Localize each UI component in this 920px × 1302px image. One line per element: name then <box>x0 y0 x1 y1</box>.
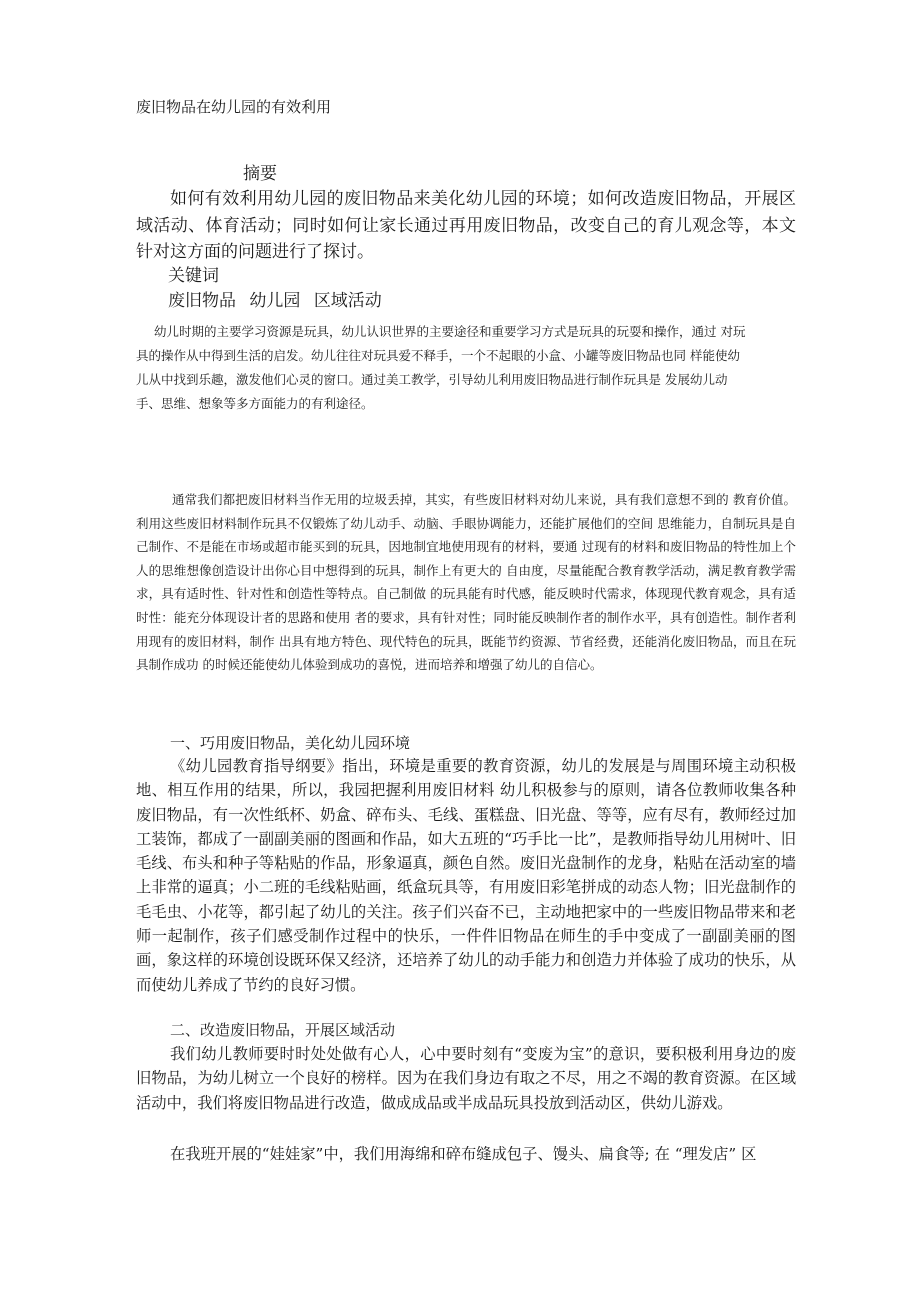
keywords-heading: 关键词 <box>168 266 219 286</box>
abstract-heading: 摘要 <box>243 164 277 184</box>
intro-paragraph <box>136 320 792 416</box>
keyword-item: 区域活动 <box>313 291 382 311</box>
section-1-heading: 一、巧用废旧物品，美化幼儿园环境 <box>170 734 411 752</box>
body-paragraph-materials: 通常我们都把废旧材料当作无用的垃圾丢掉，其实，有些废旧材料对幼儿来说，具有我们意想不到的 教育价值。利用这些废旧材料制作玩具不仅锻炼了幼儿动手、动脑、手眼协调能力，还能扩展他们的空间 思维能力，自制玩具是自己制作、不是能在市场或超市能买到的玩具，因地制宜地使用现有的材料，要通 过现有的材料和废旧物品的特性加上个人的思维想像创造设计出你心目中想得到的玩具，制作上有更大的 自由度，尽量能配合教育教学活动，满足教育教学需求，具有适时性、针对性和创造性等特点。自己制做 的玩具能有时代感，能反映时代需求，体现现代教育观念，具有适时性：能充分体现设计者的思路和使用 者的要求，具有针对性；同时能反映制作者的制作水平，具有创造性。制作者利用现有的废旧材料，制作 出具有地方特色、现代特色的玩具，既能节约资源、节省经费，还能消化废旧物品，而且在玩具制作成功 的时候还能使幼儿体验到成功的喜悦，进而培养和增强了幼儿的自信心。 <box>136 492 796 673</box>
keyword-item: 幼儿园 <box>249 291 301 311</box>
intro-line: 儿从中找到乐趣，激发他们心灵的窗口。通过美工教学，引导幼儿利用废旧物品进行制作玩具是 发展幼儿动 <box>136 372 728 387</box>
section-2-heading: 二、改造废旧物品，开展区域活动 <box>170 1021 396 1039</box>
intro-line: 手、思维、想象等多方面能力的有利途径。 <box>136 396 374 411</box>
document-title: 废旧物品在幼儿园的有效利用 <box>136 98 332 116</box>
section-2-body: 我们幼儿教师要时时处处做有心人，心中要时刻有“变废为宝”的意识，要积极利用身边的废旧物品，为幼儿树立一个良好的榜样。因为在我们身边有取之不尽，用之不竭的教育资源。在区域活动中，我们将废旧物品进行改造，做成成品或半成品玩具投放到活动区，供幼儿游戏。 <box>136 1045 796 1112</box>
intro-line: 具的操作从中得到生活的启发。幼儿往往对玩具爱不释手，一个不起眼的小盒、小罐等废旧物品也同 样能使幼 <box>136 348 740 363</box>
keyword-item: 废旧物品 <box>168 291 236 311</box>
section-2-body-continued: 在我班开展的“娃娃家”中，我们用海绵和碎布缝成包子、馒头、扁食等; 在 “理发店” 区 <box>170 1145 757 1163</box>
intro-line: 幼儿时期的主要学习资源是玩具，幼儿认识世界的主要途径和重要学习方式是玩具的玩耍和操作，通过 对玩 <box>154 324 746 339</box>
keywords-list <box>168 289 390 313</box>
section-1-body: 《幼儿园教育指导纲要》指出，环境是重要的教育资源，幼儿的发展是与周围环境主动积极地、相互作用的结果，所以，我园把握利用废旧材料 幼儿积极参与的原则，请各位教师收集各种废旧物品，有一次性纸杯、奶盒、碎布头、毛线、蛋糕盘、旧光盘、等等，应有尽有，教师经过加工装饰，都成了一副副美丽的图画和作品，如大五班的“巧手比一比”，是教师指导幼儿用树叶、旧毛线、布头和种子等粘贴的作品，形象逼真，颜色自然。废旧光盘制作的龙身，粘贴在活动室的墙上非常的逼真；小二班的毛线粘贴画，纸盒玩具等，有用废旧彩笔拼成的动态人物；旧光盘制作的毛毛虫、小花等，都引起了幼儿的关注。孩子们兴奋不已，主动地把家中的一些废旧物品带来和老师一起制作，孩子们感受制作过程中的快乐，一件件旧物品在师生的手中变成了一副副美丽的图画，象这样的环境创设既环保又经济，还培养了幼儿的动手能力和创造力并体验了成功的快乐，从而使幼儿养成了节约的良好习惯。 <box>136 757 796 994</box>
abstract-body: 如何有效利用幼儿园的废旧物品来美化幼儿园的环境；如何改造废旧物品，开展区域活动、体育活动；同时如何让家长通过再用废旧物品，改变自己的育儿观念等，本文针对这方面的问题进行了探讨。 <box>136 189 796 262</box>
